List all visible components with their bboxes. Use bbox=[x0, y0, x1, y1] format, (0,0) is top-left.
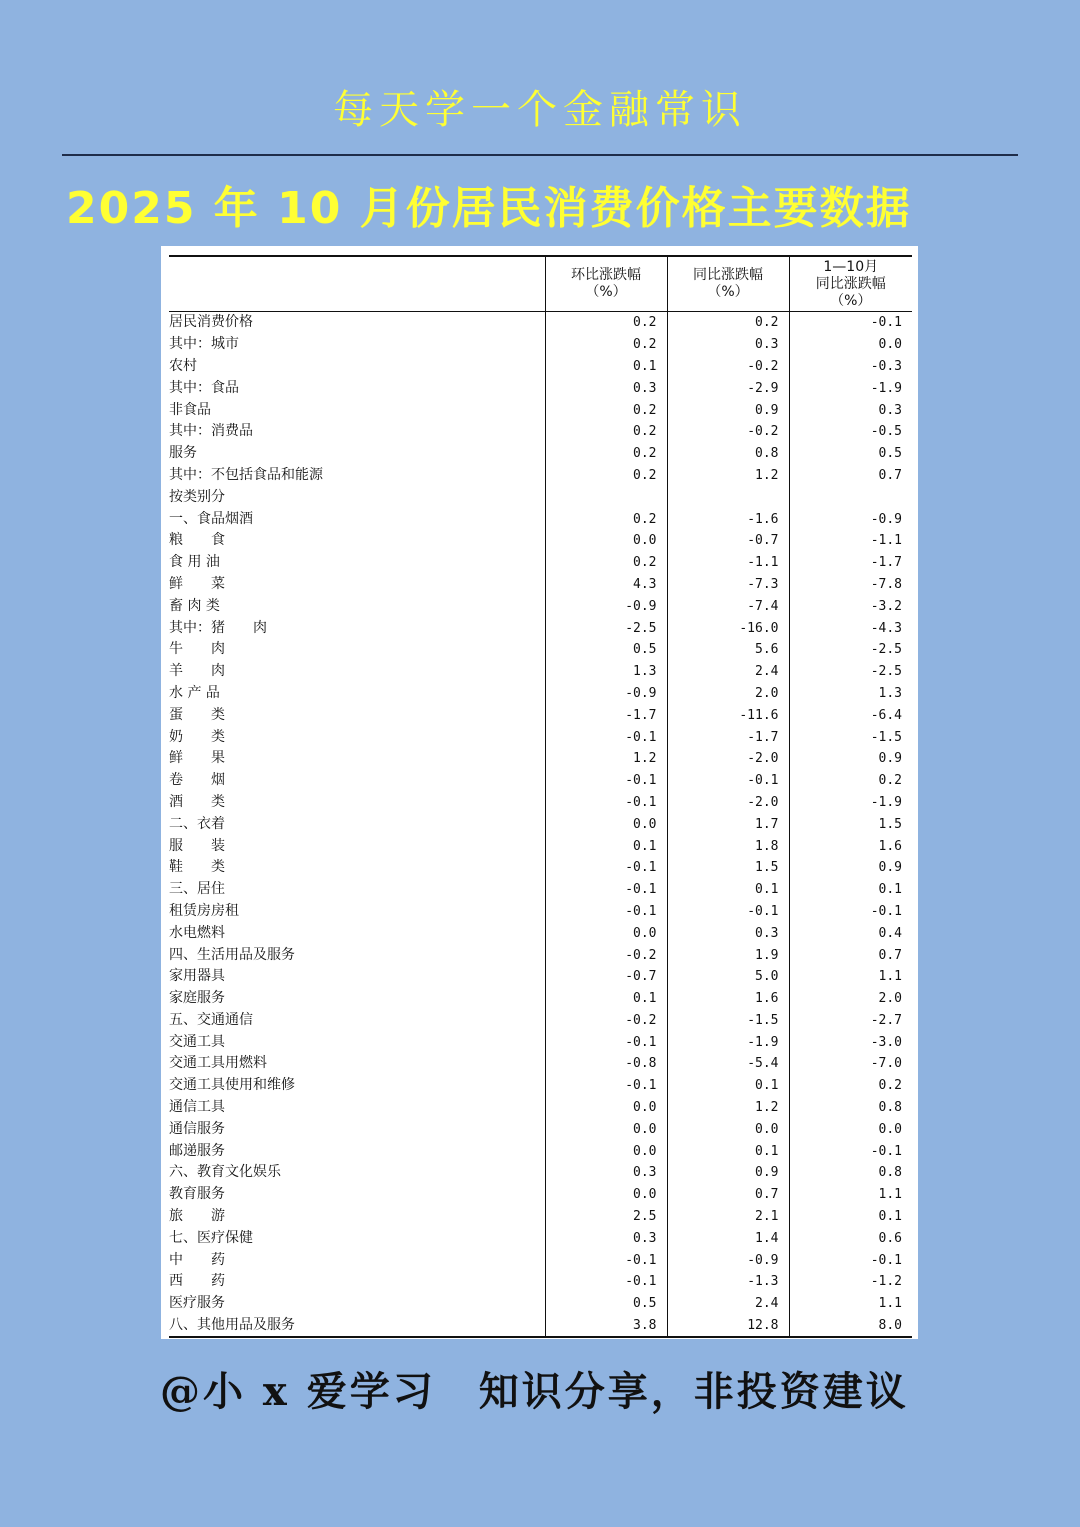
row-mom: 0.1 bbox=[545, 988, 667, 1010]
header-label bbox=[169, 256, 545, 312]
row-ytd: 8.0 bbox=[789, 1315, 912, 1338]
row-mom: -0.2 bbox=[545, 1010, 667, 1032]
row-label: 鲜 果 bbox=[169, 750, 225, 767]
row-yoy: 0.8 bbox=[667, 443, 789, 465]
row-yoy: 0.3 bbox=[667, 922, 789, 944]
footer-text: @小 x 爱学习 知识分享，非投资建议 bbox=[160, 1368, 909, 1415]
row-yoy: 0.1 bbox=[667, 879, 789, 901]
row-label: 奶 类 bbox=[169, 728, 225, 745]
row-yoy: -1.3 bbox=[667, 1271, 789, 1293]
row-mom: -0.9 bbox=[545, 683, 667, 705]
row-yoy: -1.9 bbox=[667, 1031, 789, 1053]
row-mom: 2.5 bbox=[545, 1206, 667, 1228]
table-row bbox=[169, 988, 912, 1010]
row-ytd: 0.4 bbox=[789, 922, 912, 944]
row-label: 教育服务 bbox=[169, 1186, 225, 1203]
row-mom: -0.1 bbox=[545, 879, 667, 901]
row-mom: 1.3 bbox=[545, 661, 667, 683]
table-row bbox=[169, 508, 912, 530]
row-yoy: -2.0 bbox=[667, 748, 789, 770]
row-mom: 3.8 bbox=[545, 1315, 667, 1338]
row-mom: 0.0 bbox=[545, 813, 667, 835]
row-mom: 0.0 bbox=[545, 530, 667, 552]
table-row bbox=[169, 1031, 912, 1053]
row-mom: -0.1 bbox=[545, 770, 667, 792]
row-mom: 0.2 bbox=[545, 421, 667, 443]
table-row bbox=[169, 1293, 912, 1315]
table-row bbox=[169, 312, 912, 334]
row-yoy: -0.9 bbox=[667, 1249, 789, 1271]
row-mom: 0.0 bbox=[545, 922, 667, 944]
row-yoy: 0.3 bbox=[667, 334, 789, 356]
row-yoy: 2.0 bbox=[667, 683, 789, 705]
row-yoy: 1.6 bbox=[667, 988, 789, 1010]
row-yoy: -1.1 bbox=[667, 552, 789, 574]
row-yoy: 5.6 bbox=[667, 639, 789, 661]
row-mom: 0.2 bbox=[545, 508, 667, 530]
table-row bbox=[169, 1206, 912, 1228]
row-label: 家用器具 bbox=[169, 968, 225, 985]
row-label: 非食品 bbox=[169, 401, 211, 418]
row-ytd: 0.7 bbox=[789, 465, 912, 487]
row-mom: 0.2 bbox=[545, 399, 667, 421]
row-ytd: 1.1 bbox=[789, 1293, 912, 1315]
row-ytd: 0.2 bbox=[789, 1075, 912, 1097]
row-yoy: 1.9 bbox=[667, 944, 789, 966]
row-label: 邮递服务 bbox=[169, 1142, 225, 1159]
row-yoy: -2.9 bbox=[667, 377, 789, 399]
row-yoy: 0.7 bbox=[667, 1184, 789, 1206]
row-label: 其中：消费品 bbox=[169, 423, 253, 440]
row-mom: 0.3 bbox=[545, 1227, 667, 1249]
row-ytd: 0.6 bbox=[789, 1227, 912, 1249]
row-mom: -0.1 bbox=[545, 1031, 667, 1053]
row-mom: 0.3 bbox=[545, 1162, 667, 1184]
row-label: 二、衣着 bbox=[169, 815, 225, 832]
row-ytd: -1.2 bbox=[789, 1271, 912, 1293]
row-mom: 0.2 bbox=[545, 552, 667, 574]
row-label: 旅 游 bbox=[169, 1208, 225, 1225]
row-ytd: -0.1 bbox=[789, 901, 912, 923]
row-ytd: -1.7 bbox=[789, 552, 912, 574]
row-yoy: -7.4 bbox=[667, 595, 789, 617]
table-row bbox=[169, 1075, 912, 1097]
row-mom: 0.2 bbox=[545, 465, 667, 487]
row-label: 粮 食 bbox=[169, 532, 225, 549]
row-label: 按类别分 bbox=[169, 488, 225, 505]
row-label: 通信服务 bbox=[169, 1120, 225, 1137]
row-label: 通信工具 bbox=[169, 1099, 225, 1116]
table-row bbox=[169, 792, 912, 814]
row-mom: 0.5 bbox=[545, 639, 667, 661]
row-label: 其中：食品 bbox=[169, 379, 239, 396]
row-yoy: 1.2 bbox=[667, 1097, 789, 1119]
row-yoy: 0.9 bbox=[667, 1162, 789, 1184]
table-row bbox=[169, 552, 912, 574]
table-row bbox=[169, 726, 912, 748]
table-row bbox=[169, 1118, 912, 1140]
row-yoy: 0.1 bbox=[667, 1075, 789, 1097]
row-label: 医疗服务 bbox=[169, 1295, 225, 1312]
row-label: 中 药 bbox=[169, 1251, 225, 1268]
row-ytd: 0.0 bbox=[789, 334, 912, 356]
row-ytd: -7.0 bbox=[789, 1053, 912, 1075]
table-row bbox=[169, 399, 912, 421]
row-ytd: 0.8 bbox=[789, 1162, 912, 1184]
row-ytd: -0.1 bbox=[789, 1140, 912, 1162]
row-ytd: -6.4 bbox=[789, 704, 912, 726]
row-mom: -0.2 bbox=[545, 944, 667, 966]
row-label: 水电燃料 bbox=[169, 924, 225, 941]
row-ytd: 0.7 bbox=[789, 944, 912, 966]
row-yoy: -16.0 bbox=[667, 617, 789, 639]
row-mom: 0.1 bbox=[545, 835, 667, 857]
table-row bbox=[169, 356, 912, 378]
row-ytd: -3.2 bbox=[789, 595, 912, 617]
row-yoy: -0.7 bbox=[667, 530, 789, 552]
row-yoy: 0.1 bbox=[667, 1140, 789, 1162]
row-label: 酒 类 bbox=[169, 793, 225, 810]
row-ytd: -0.1 bbox=[789, 1249, 912, 1271]
row-ytd: 1.3 bbox=[789, 683, 912, 705]
row-ytd: 1.1 bbox=[789, 966, 912, 988]
table-row bbox=[169, 835, 912, 857]
row-mom: 0.3 bbox=[545, 377, 667, 399]
divider bbox=[62, 154, 1018, 156]
table-row bbox=[169, 879, 912, 901]
table-row bbox=[169, 334, 912, 356]
row-label: 四、生活用品及服务 bbox=[169, 946, 295, 963]
row-ytd: -0.1 bbox=[789, 312, 912, 334]
row-ytd: -1.5 bbox=[789, 726, 912, 748]
table-row bbox=[169, 465, 912, 487]
row-label: 其中：猪 肉 bbox=[169, 619, 267, 636]
table-row bbox=[169, 966, 912, 988]
table-row bbox=[169, 1271, 912, 1293]
row-yoy: -1.6 bbox=[667, 508, 789, 530]
row-label: 七、医疗保健 bbox=[169, 1229, 253, 1246]
row-label: 租赁房房租 bbox=[169, 902, 239, 919]
row-mom: -0.1 bbox=[545, 1271, 667, 1293]
row-mom: -0.1 bbox=[545, 901, 667, 923]
row-label: 牛 肉 bbox=[169, 641, 225, 658]
row-yoy: 1.8 bbox=[667, 835, 789, 857]
row-label: 其中：城市 bbox=[169, 336, 239, 353]
row-yoy: 0.0 bbox=[667, 1118, 789, 1140]
table-row bbox=[169, 1249, 912, 1271]
row-label: 一、食品烟酒 bbox=[169, 510, 253, 527]
table-row bbox=[169, 486, 912, 508]
row-mom bbox=[545, 486, 667, 508]
table-row bbox=[169, 813, 912, 835]
table-card bbox=[161, 246, 918, 1339]
row-yoy: -5.4 bbox=[667, 1053, 789, 1075]
table-row bbox=[169, 770, 912, 792]
row-ytd: -2.5 bbox=[789, 661, 912, 683]
row-label: 卷 烟 bbox=[169, 772, 225, 789]
row-mom: 1.2 bbox=[545, 748, 667, 770]
row-mom: -0.1 bbox=[545, 792, 667, 814]
row-yoy: -0.1 bbox=[667, 770, 789, 792]
row-yoy: 2.4 bbox=[667, 1293, 789, 1315]
row-label: 食 用 油 bbox=[169, 554, 220, 571]
row-label: 服 装 bbox=[169, 837, 225, 854]
row-mom: -0.1 bbox=[545, 1249, 667, 1271]
row-mom: -0.1 bbox=[545, 857, 667, 879]
row-mom: 0.2 bbox=[545, 334, 667, 356]
row-ytd: 0.0 bbox=[789, 1118, 912, 1140]
table-header-row bbox=[169, 256, 912, 312]
table-row bbox=[169, 901, 912, 923]
row-ytd: -4.3 bbox=[789, 617, 912, 639]
row-yoy: -0.1 bbox=[667, 901, 789, 923]
table-row bbox=[169, 443, 912, 465]
row-ytd: -1.9 bbox=[789, 792, 912, 814]
row-label: 服务 bbox=[169, 445, 197, 462]
row-label: 交通工具使用和维修 bbox=[169, 1077, 295, 1094]
row-mom: 0.0 bbox=[545, 1097, 667, 1119]
table-row bbox=[169, 704, 912, 726]
row-ytd: 0.3 bbox=[789, 399, 912, 421]
row-mom: -1.7 bbox=[545, 704, 667, 726]
table-row bbox=[169, 1184, 912, 1206]
table-row bbox=[169, 1053, 912, 1075]
row-label: 蛋 类 bbox=[169, 706, 225, 723]
row-mom: 0.2 bbox=[545, 443, 667, 465]
row-label: 畜 肉 类 bbox=[169, 597, 220, 614]
row-yoy bbox=[667, 486, 789, 508]
row-yoy: -0.2 bbox=[667, 356, 789, 378]
header-yoy: 同比涨跌幅 （%） bbox=[667, 256, 789, 312]
table-row bbox=[169, 1010, 912, 1032]
table-row bbox=[169, 639, 912, 661]
table-row bbox=[169, 748, 912, 770]
row-yoy: 2.1 bbox=[667, 1206, 789, 1228]
row-yoy: 1.2 bbox=[667, 465, 789, 487]
table-row bbox=[169, 421, 912, 443]
row-ytd: -2.7 bbox=[789, 1010, 912, 1032]
table-body bbox=[169, 312, 912, 1338]
row-ytd: 0.5 bbox=[789, 443, 912, 465]
row-label: 八、其他用品及服务 bbox=[169, 1315, 545, 1338]
row-ytd: 0.8 bbox=[789, 1097, 912, 1119]
table-row bbox=[169, 944, 912, 966]
row-mom: -0.1 bbox=[545, 726, 667, 748]
row-mom: 4.3 bbox=[545, 574, 667, 596]
row-yoy: -1.5 bbox=[667, 1010, 789, 1032]
row-yoy: -11.6 bbox=[667, 704, 789, 726]
row-yoy: 0.9 bbox=[667, 399, 789, 421]
row-mom: 0.0 bbox=[545, 1140, 667, 1162]
row-ytd: 1.6 bbox=[789, 835, 912, 857]
table-row bbox=[169, 857, 912, 879]
row-yoy: 5.0 bbox=[667, 966, 789, 988]
table-row bbox=[169, 377, 912, 399]
header-mom: 环比涨跌幅 （%） bbox=[545, 256, 667, 312]
row-label: 西 药 bbox=[169, 1273, 225, 1290]
row-yoy: -0.2 bbox=[667, 421, 789, 443]
table-row bbox=[169, 1162, 912, 1184]
row-yoy: -7.3 bbox=[667, 574, 789, 596]
row-ytd bbox=[789, 486, 912, 508]
table-row bbox=[169, 683, 912, 705]
row-label: 交通工具 bbox=[169, 1033, 225, 1050]
row-mom: 0.0 bbox=[545, 1118, 667, 1140]
table-row bbox=[169, 574, 912, 596]
cpi-table bbox=[169, 255, 912, 1338]
row-mom: -0.7 bbox=[545, 966, 667, 988]
table-row bbox=[169, 1315, 912, 1338]
row-label: 鞋 类 bbox=[169, 859, 225, 876]
row-ytd: 1.1 bbox=[789, 1184, 912, 1206]
row-mom: 0.0 bbox=[545, 1184, 667, 1206]
row-ytd: -7.8 bbox=[789, 574, 912, 596]
row-ytd: -3.0 bbox=[789, 1031, 912, 1053]
row-label: 羊 肉 bbox=[169, 663, 225, 680]
row-ytd: -0.3 bbox=[789, 356, 912, 378]
row-label: 居民消费价格 bbox=[169, 314, 253, 331]
table-row bbox=[169, 617, 912, 639]
row-yoy: 1.5 bbox=[667, 857, 789, 879]
row-ytd: 2.0 bbox=[789, 988, 912, 1010]
row-label: 其中：不包括食品和能源 bbox=[169, 466, 323, 483]
row-label: 鲜 菜 bbox=[169, 575, 225, 592]
row-ytd: -0.5 bbox=[789, 421, 912, 443]
row-mom: 0.2 bbox=[545, 312, 667, 334]
row-label: 六、教育文化娱乐 bbox=[169, 1164, 281, 1181]
row-ytd: 1.5 bbox=[789, 813, 912, 835]
row-label: 农村 bbox=[169, 357, 197, 374]
row-mom: -2.5 bbox=[545, 617, 667, 639]
row-yoy: 1.7 bbox=[667, 813, 789, 835]
header-title: 每天学一个金融常识 bbox=[333, 87, 747, 133]
row-yoy: 0.2 bbox=[667, 312, 789, 334]
row-ytd: 0.9 bbox=[789, 857, 912, 879]
table-row bbox=[169, 1140, 912, 1162]
row-yoy: 2.4 bbox=[667, 661, 789, 683]
row-mom: -0.1 bbox=[545, 1075, 667, 1097]
table-row bbox=[169, 595, 912, 617]
header-ytd: 1—10月 同比涨跌幅 （%） bbox=[789, 256, 912, 312]
row-ytd: 0.1 bbox=[789, 1206, 912, 1228]
row-yoy: 12.8 bbox=[667, 1315, 789, 1338]
table-row bbox=[169, 530, 912, 552]
row-ytd: -2.5 bbox=[789, 639, 912, 661]
row-ytd: 0.2 bbox=[789, 770, 912, 792]
row-ytd: 0.1 bbox=[789, 879, 912, 901]
row-mom: -0.9 bbox=[545, 595, 667, 617]
row-yoy: -2.0 bbox=[667, 792, 789, 814]
row-ytd: -0.9 bbox=[789, 508, 912, 530]
table-row bbox=[169, 1227, 912, 1249]
table-row bbox=[169, 922, 912, 944]
row-yoy: 1.4 bbox=[667, 1227, 789, 1249]
row-ytd: -1.1 bbox=[789, 530, 912, 552]
row-label: 家庭服务 bbox=[169, 990, 225, 1007]
table-row bbox=[169, 1097, 912, 1119]
row-mom: 0.1 bbox=[545, 356, 667, 378]
row-mom: 0.5 bbox=[545, 1293, 667, 1315]
row-label: 交通工具用燃料 bbox=[169, 1055, 267, 1072]
row-mom: -0.8 bbox=[545, 1053, 667, 1075]
row-ytd: -1.9 bbox=[789, 377, 912, 399]
row-ytd: 0.9 bbox=[789, 748, 912, 770]
row-label: 水 产 品 bbox=[169, 684, 220, 701]
row-label: 五、交通通信 bbox=[169, 1011, 253, 1028]
row-label: 三、居住 bbox=[169, 881, 225, 898]
table-row bbox=[169, 661, 912, 683]
row-yoy: -1.7 bbox=[667, 726, 789, 748]
main-title: 2025 年 10 月份居民消费价格主要数据 bbox=[66, 183, 912, 234]
